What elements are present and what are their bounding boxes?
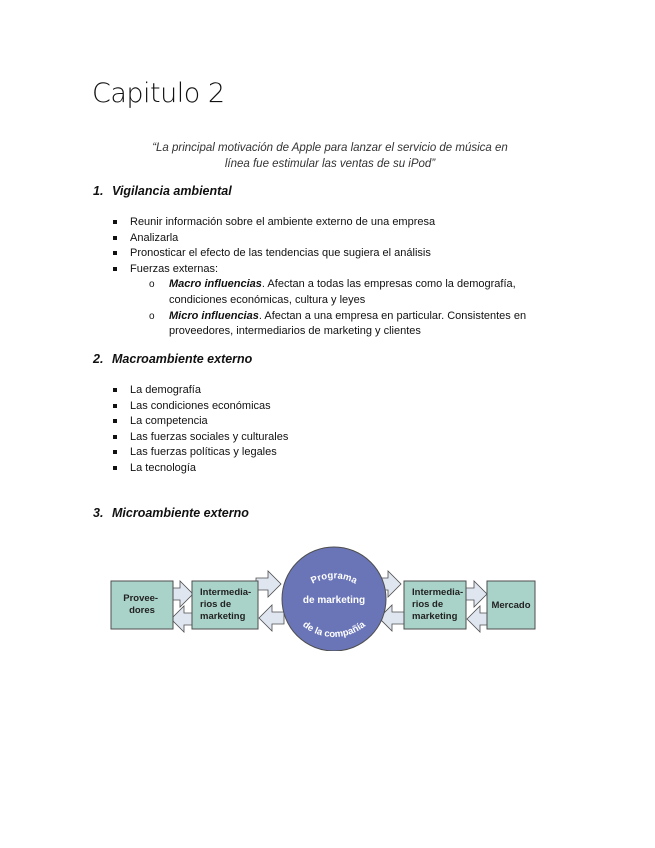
page-title: Capitulo 2 [92, 78, 225, 109]
program-label-bottom-path: de la compañía [300, 619, 368, 641]
section-number: 2. [93, 352, 104, 366]
sub-item-text: . Afectan a todas las empresas como la demografía, condiciones económicas, cultura y leyes [169, 278, 516, 306]
intermediaries-left-line-1: Intermedia- [200, 587, 252, 598]
section-title: Microambiente externo [112, 506, 249, 520]
program-label-top-path: Programa [309, 570, 359, 587]
vigilancia-list [110, 215, 551, 340]
section-number: 1. [93, 184, 104, 198]
macroambiente-list [110, 383, 288, 477]
section-number: 3. [93, 506, 104, 520]
list-item: Reunir información sobre el ambiente externo de una empresa [110, 215, 551, 231]
intermediaries-right-line-3: marketing [412, 611, 458, 622]
quote [120, 140, 540, 172]
list-item: Analizarla [110, 231, 551, 247]
program-label-middle: de marketing [302, 595, 366, 606]
section-title: Vigilancia ambiental [112, 184, 232, 198]
section-heading-vigilancia [93, 184, 232, 198]
list-item: Pronosticar el efecto de las tendencias que sugiera el análisis [110, 246, 551, 262]
arrow-intermediaries-to-program [256, 571, 281, 597]
sub-item-text: . Afectan a una empresa en particular. Consistentes en proveedores, intermediarios de marketing y clientes [169, 309, 527, 338]
quote-line-1: “La principal motivación de Apple para lanzar el servicio de música en [152, 142, 508, 154]
sub-item-term: Micro influencias [169, 309, 259, 322]
suppliers-label-line-1: Provee- [123, 593, 159, 604]
market-label: Mercado [491, 600, 531, 611]
external-forces-list [130, 277, 551, 339]
list-item [110, 262, 551, 340]
arrow-intermediaries-to-market [464, 581, 487, 607]
list-item: Las fuerzas políticas y legales [110, 445, 288, 461]
suppliers-label-line-2: dores [129, 605, 155, 616]
sub-item-term: Macro influencias [169, 278, 262, 291]
section-heading-microambiente [93, 506, 249, 520]
list-item: La competencia [110, 414, 288, 430]
section-title: Macroambiente externo [112, 352, 253, 366]
arrow-program-to-intermediaries [259, 605, 284, 631]
quote-line-2: línea fue estimular las ventas de su iPod” [224, 158, 436, 170]
list-item-label: Fuerzas externas: [130, 262, 219, 275]
intermediaries-right-line-1: Intermedia- [412, 587, 464, 598]
microenvironment-diagram [108, 543, 538, 651]
intermediaries-right-line-2: rios de [412, 599, 444, 610]
list-item: La tecnología [110, 461, 288, 477]
section-heading-macroambiente [93, 352, 252, 366]
intermediaries-left-line-2: rios de [200, 599, 232, 610]
sub-list-item [130, 277, 551, 308]
intermediaries-left-line-3: marketing [200, 611, 246, 622]
list-item: Las condiciones económicas [110, 399, 288, 415]
list-item: La demografía [110, 383, 288, 399]
arrow-intermediaries-to-suppliers [171, 606, 194, 632]
sub-list-item [130, 309, 551, 340]
list-item: Las fuerzas sociales y culturales [110, 430, 288, 446]
